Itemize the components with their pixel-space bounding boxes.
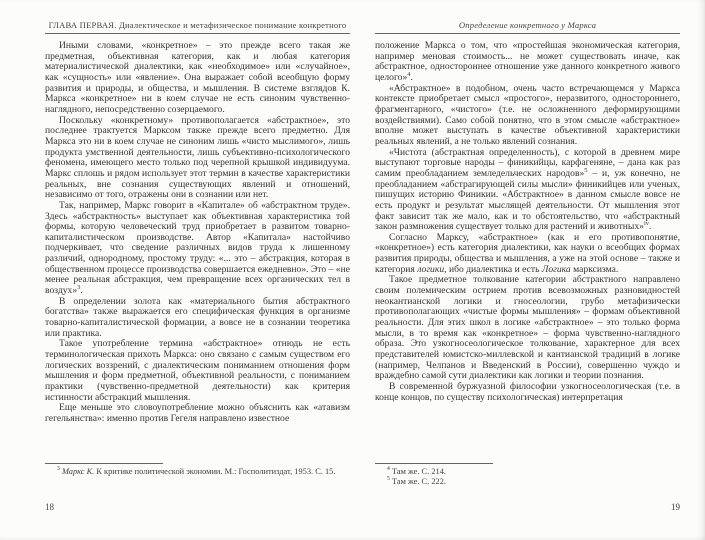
- footnote-block-left: [45, 463, 350, 477]
- paragraph: Такое употребление термина «абстрактное» отнюдь не есть терминологическая прихоть Маркса: оно связано с самым существом его логических воззрений, с диалектическим пониманием отношения форм мышления и форм предметной, объективной реальности, с пониманием практики (чувственно-предметной деятельности) как критерия истинности абстракций мышления.: [45, 338, 350, 403]
- page-19: [375, 20, 680, 525]
- footnote-separator-right: [375, 463, 493, 464]
- footnote: $^4$ Там же. С. 214.: [387, 466, 446, 476]
- paragraph: Такое предметное толкование категории абстрактного направлено своим полемическим острием против всевозможных разновидностей неокантианской логики и гносеологии, грубо метафизически противополагающих «чистые формы мышления» – формам объективной реальности. Для этих школ в логике «абстрактное» – это только форма мысли, в то время как «конкретное» – форма чувственно-наглядного образа. Это узкогносеологическое толкование, характерное для всех представителей юмистско-миллевской и кантианской традиций в логике (например, Челпанов и Введенский в России), совершенно чуждо и враждебно самой сути диалектики как логики и теории познания.: [375, 274, 680, 382]
- running-head-rule-right: [375, 33, 680, 34]
- footnote: $^5$ Там же. С. 222.: [387, 476, 446, 486]
- paragraph: Еще меньше это словоупотребление можно объяснить как «атавизм гегельянства»: именно против Гегеля направлено известное: [45, 402, 350, 424]
- page-18-body: [45, 41, 350, 425]
- paragraph: Так, например, Маркс говорит в «Капитале» об «абстрактном труде». Здесь «абстрактность» выступает как объективная характеристика той формы, которую человеческий труд приобретает в развитом товарно-капиталистическом производстве. Автор «Капитала» настойчиво подчеркивает, что сведение различных видов труда к лишенному различий, однородному, простому труду: «... это – абстракция, которая в общественном процессе производства совершается ежедневно». Это – «не менее реальная абстракция, чем превращение всех органических тел в воздух»$^3$.: [45, 199, 350, 297]
- paragraph: Поскольку «конкретному» противополагается «абстрактное», это последнее трактуется Марксом также прежде всего предметно. Для Маркса это ни в коем случае не синоним лишь «чисто мыслимого», лишь продукта умственной деятельности, лишь субъективно-психологического феномена, имеющего место только под черепной крышкой индивидуума. Маркс сплошь и рядом использует этот термин в качестве характеристики реальных, вне сознания существующих явлений и отношений, независимо от того, отражены они в сознании или нет.: [45, 114, 350, 201]
- paragraph: «Абстрактное» в подобном, очень часто встречающемся у Маркса контексте приобретает смысл «простого», неразвитого, одностороннего, фрагментарного, «чистого» (т.е. не осложненного деформирующими воздействиями). Само собой понятно, что в этом смысле «абстрактное» вполне может выступать в качестве объективной характеристики реальных явлений, а не только явлений сознания.: [375, 82, 680, 147]
- footnote-block-right: [375, 463, 680, 487]
- paragraph: В современной буржуазной философии узкогносеологическая (т.е. в конце концов, по существу психологическая) интерпретация: [375, 381, 680, 403]
- page-number-19: 19: [671, 502, 680, 512]
- running-head-rule-left: [45, 33, 350, 34]
- page-19-body: [375, 41, 680, 403]
- paragraph: В определении золота как «материального бытия абстрактного богатства» также выражается его специфическая функция в организме товарно-капиталистической формации, а вовсе не в сознании теоретика или практика.: [45, 295, 350, 339]
- footnote: $^3$ Маркс К. К критике политической экономии. М.: Госполитиздат, 1953. С. 15.: [57, 466, 336, 476]
- running-head-right: Определение конкретного у Маркса: [458, 20, 597, 30]
- page-18: [45, 20, 350, 525]
- footnote-separator-left: [45, 463, 163, 464]
- paragraph: Согласно Марксу, «абстрактное» (как и его противопонятие, «конкретное») есть категория диалектики, как науки о всеобщих формах развития природы, общества и мышления, а уже на этой основе – также и категория логики, ибо диалектика и есть Логика марксизма.: [375, 231, 680, 275]
- paragraph: положение Маркса о том, что «простейшая экономическая категория, например меновая стоимость... не может существовать иначе, как абстрактное, одностороннее отношение уже данного конкретного живого целого»$^4$.: [375, 40, 680, 83]
- running-head-left: ГЛАВА ПЕРВАЯ. Диалектическое и метафизическое понимание конкретного: [48, 20, 347, 30]
- page-number-18: 18: [45, 502, 54, 512]
- paragraph: «Чистота (абстрактная определенность), с которой в древнем мире выступают торговые народы – финикийцы, карфагеняне, – дана как раз самим преобладанием земледельческих народов»$^5$ – и, уж конечно, не преобладанием «абстрагирующей силы мысли» финикийцев или ученых, пишущих историю Финикии. «Абстрактное» в данном смысле вовсе не есть продукт и результат мыслящей деятельности. От мышления этот факт зависит так же мало, как и то обстоятельство, что «абстрактный закон размножения существует только для растений и животных»$^{iv}$.: [375, 146, 680, 233]
- paragraph: Иными словами, «конкретное» – это прежде всего такая же предметная, объективная категория, как и любая категория материалистической диалектики, как «необходимое» или «случайное», как «сущность» или «явление». Она выражает собой всеобщую форму развития и природы, и общества, и мышления. В системе взглядов К. Маркса «конкретное» ни в коем случае не есть синоним чувственно-наглядного, непосредственно созерцаемого.: [45, 40, 350, 115]
